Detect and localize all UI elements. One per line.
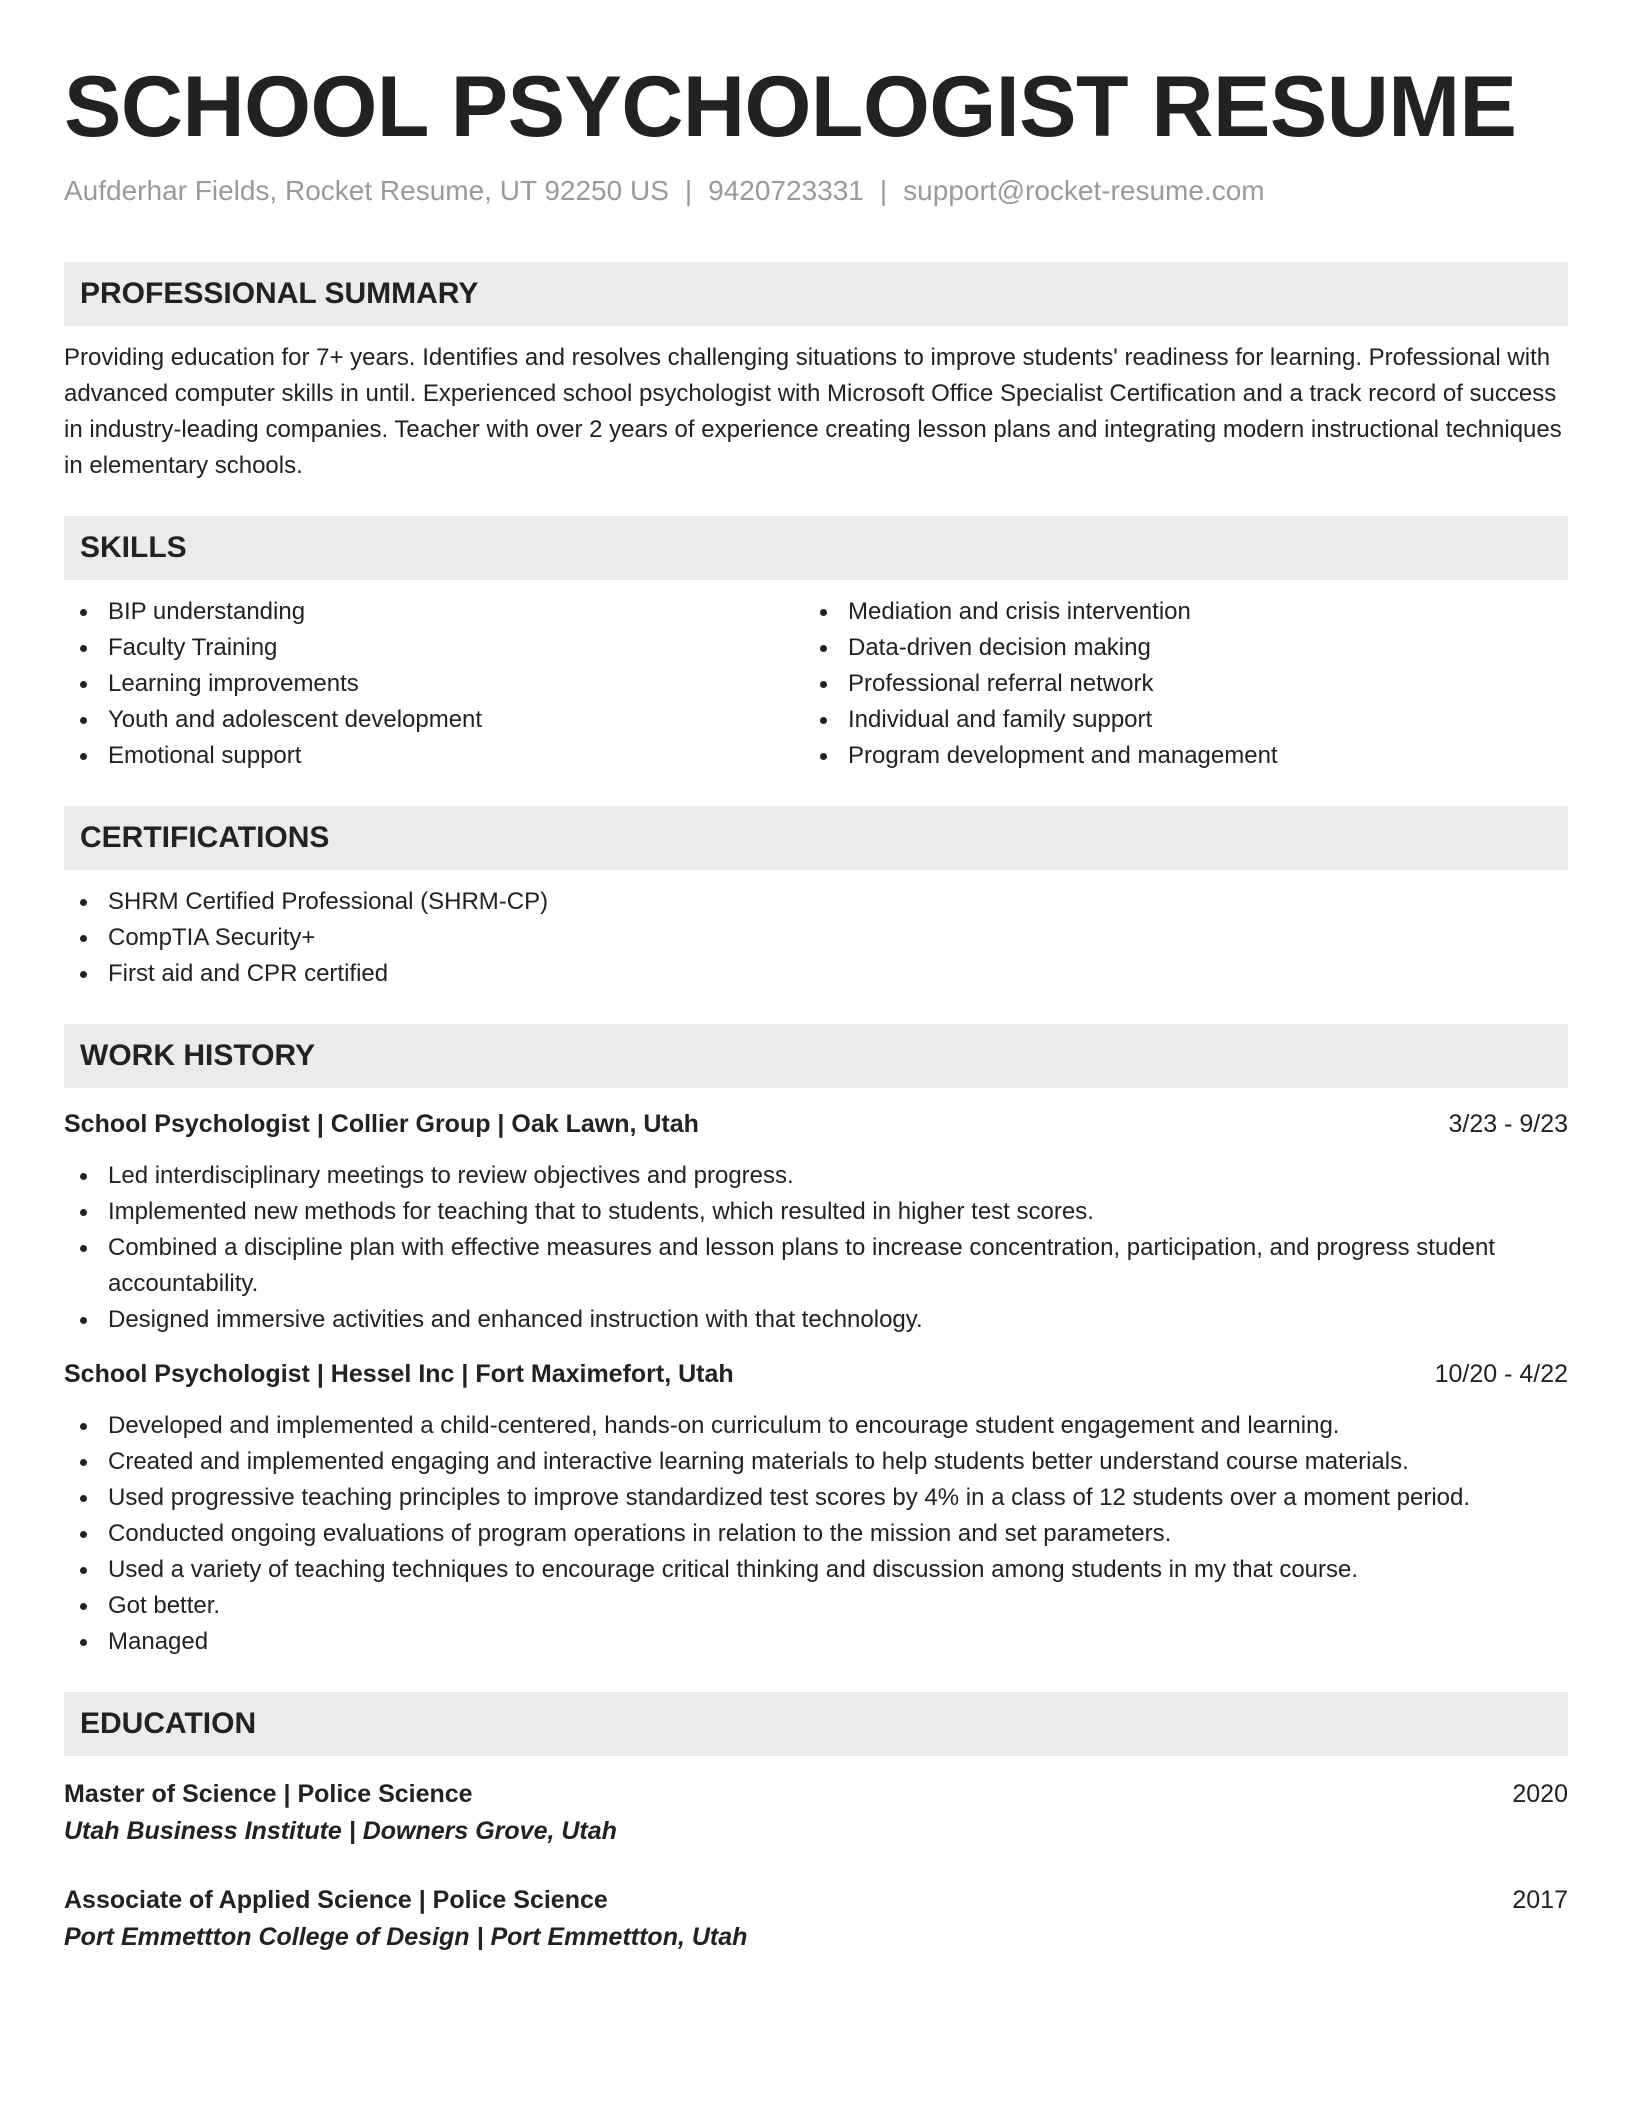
education-entry [64,1882,1568,1956]
summary-text: Providing education for 7+ years. Identifies and resolves challenging situations to improve students' readiness for learning. Professional with advanced computer skills in until. Experienced school psychologist with Microsoft Office Specialist Certification and a track record of success in industry-leading companies. Teacher with over 2 years of experience creating lesson plans and integrating modern instructional techniques in elementary schools. [64,344,1562,479]
contact-separator: | [879,175,888,206]
education-school: Utah Business Institute | Downers Grove, Utah [64,1817,617,1845]
job-bullet: Implemented new methods for teaching that to students, which resulted in higher test scores. [64,1194,1568,1230]
contact-email: support@rocket-resume.com [903,175,1265,206]
certification-item: CompTIA Security+ [64,920,1568,956]
job-bullets [64,1408,1568,1660]
education-header [64,1882,1568,1918]
job-bullet: Developed and implemented a child-centered, hands-on curriculum to encourage student engagement and learning. [64,1408,1568,1444]
education-year: 2020 [1512,1780,1568,1808]
job-bullet: Used progressive teaching principles to improve standardized test scores by 4% in a class of 12 students over a moment period. [64,1480,1568,1516]
skill-item: BIP understanding [64,594,804,630]
skills-columns [64,580,1568,774]
education-header [64,1776,1568,1812]
job-bullet: Used a variety of teaching techniques to encourage critical thinking and discussion among students in my that course. [64,1552,1568,1588]
job-entry [64,1356,1568,1660]
job-bullet: Combined a discipline plan with effective measures and lesson plans to increase concentration, participation, and progress student accountability. [64,1230,1568,1302]
job-header [64,1356,1568,1392]
job-entry [64,1106,1568,1338]
skill-item: Faculty Training [64,630,804,666]
certification-item: First aid and CPR certified [64,956,1568,992]
section-header-certifications: CERTIFICATIONS [64,806,1568,870]
contact-address: Aufderhar Fields, Rocket Resume, UT 92250 US [64,175,669,206]
resume-title: SCHOOL PSYCHOLOGIST RESUME [64,59,1517,155]
job-title: School Psychologist | Collier Group | Oak Lawn, Utah [64,1110,699,1138]
job-bullet: Designed immersive activities and enhanced instruction with that technology. [64,1302,1568,1338]
job-bullet: Led interdisciplinary meetings to review objectives and progress. [64,1158,1568,1194]
skills-list-left [64,594,804,774]
contact-line [64,172,1568,210]
skill-item: Emotional support [64,738,804,774]
job-dates: 10/20 - 4/22 [1434,1360,1568,1388]
job-dates: 3/23 - 9/23 [1448,1110,1568,1138]
skill-item: Learning improvements [64,666,804,702]
education-year: 2017 [1512,1886,1568,1914]
job-bullets [64,1158,1568,1338]
job-header [64,1106,1568,1142]
section-header-education: EDUCATION [64,1692,1568,1756]
skill-item: Program development and management [804,738,1544,774]
skill-item: Professional referral network [804,666,1544,702]
job-bullet: Conducted ongoing evaluations of program operations in relation to the mission and set parameters. [64,1516,1568,1552]
skill-item: Mediation and crisis intervention [804,594,1544,630]
section-header-skills: SKILLS [64,516,1568,580]
section-header-work-history: WORK HISTORY [64,1024,1568,1088]
contact-phone: 9420723331 [708,175,864,206]
certifications-list [64,884,1568,992]
education-degree: Associate of Applied Science | Police Science [64,1886,608,1914]
section-header-summary: PROFESSIONAL SUMMARY [64,262,1568,326]
skill-item: Youth and adolescent development [64,702,804,738]
job-bullet: Managed [64,1624,1568,1660]
job-bullet: Created and implemented engaging and interactive learning materials to help students better understand course materials. [64,1444,1568,1480]
contact-separator: | [684,175,693,206]
job-bullet: Got better. [64,1588,1568,1624]
skill-item: Data-driven decision making [804,630,1544,666]
education-entry [64,1776,1568,1850]
education-degree: Master of Science | Police Science [64,1780,473,1808]
skill-item: Individual and family support [804,702,1544,738]
job-title: School Psychologist | Hessel Inc | Fort Maximefort, Utah [64,1360,734,1388]
education-school: Port Emmettton College of Design | Port Emmettton, Utah [64,1923,748,1951]
skills-list-right [804,594,1544,774]
certification-item: SHRM Certified Professional (SHRM-CP) [64,884,1568,920]
